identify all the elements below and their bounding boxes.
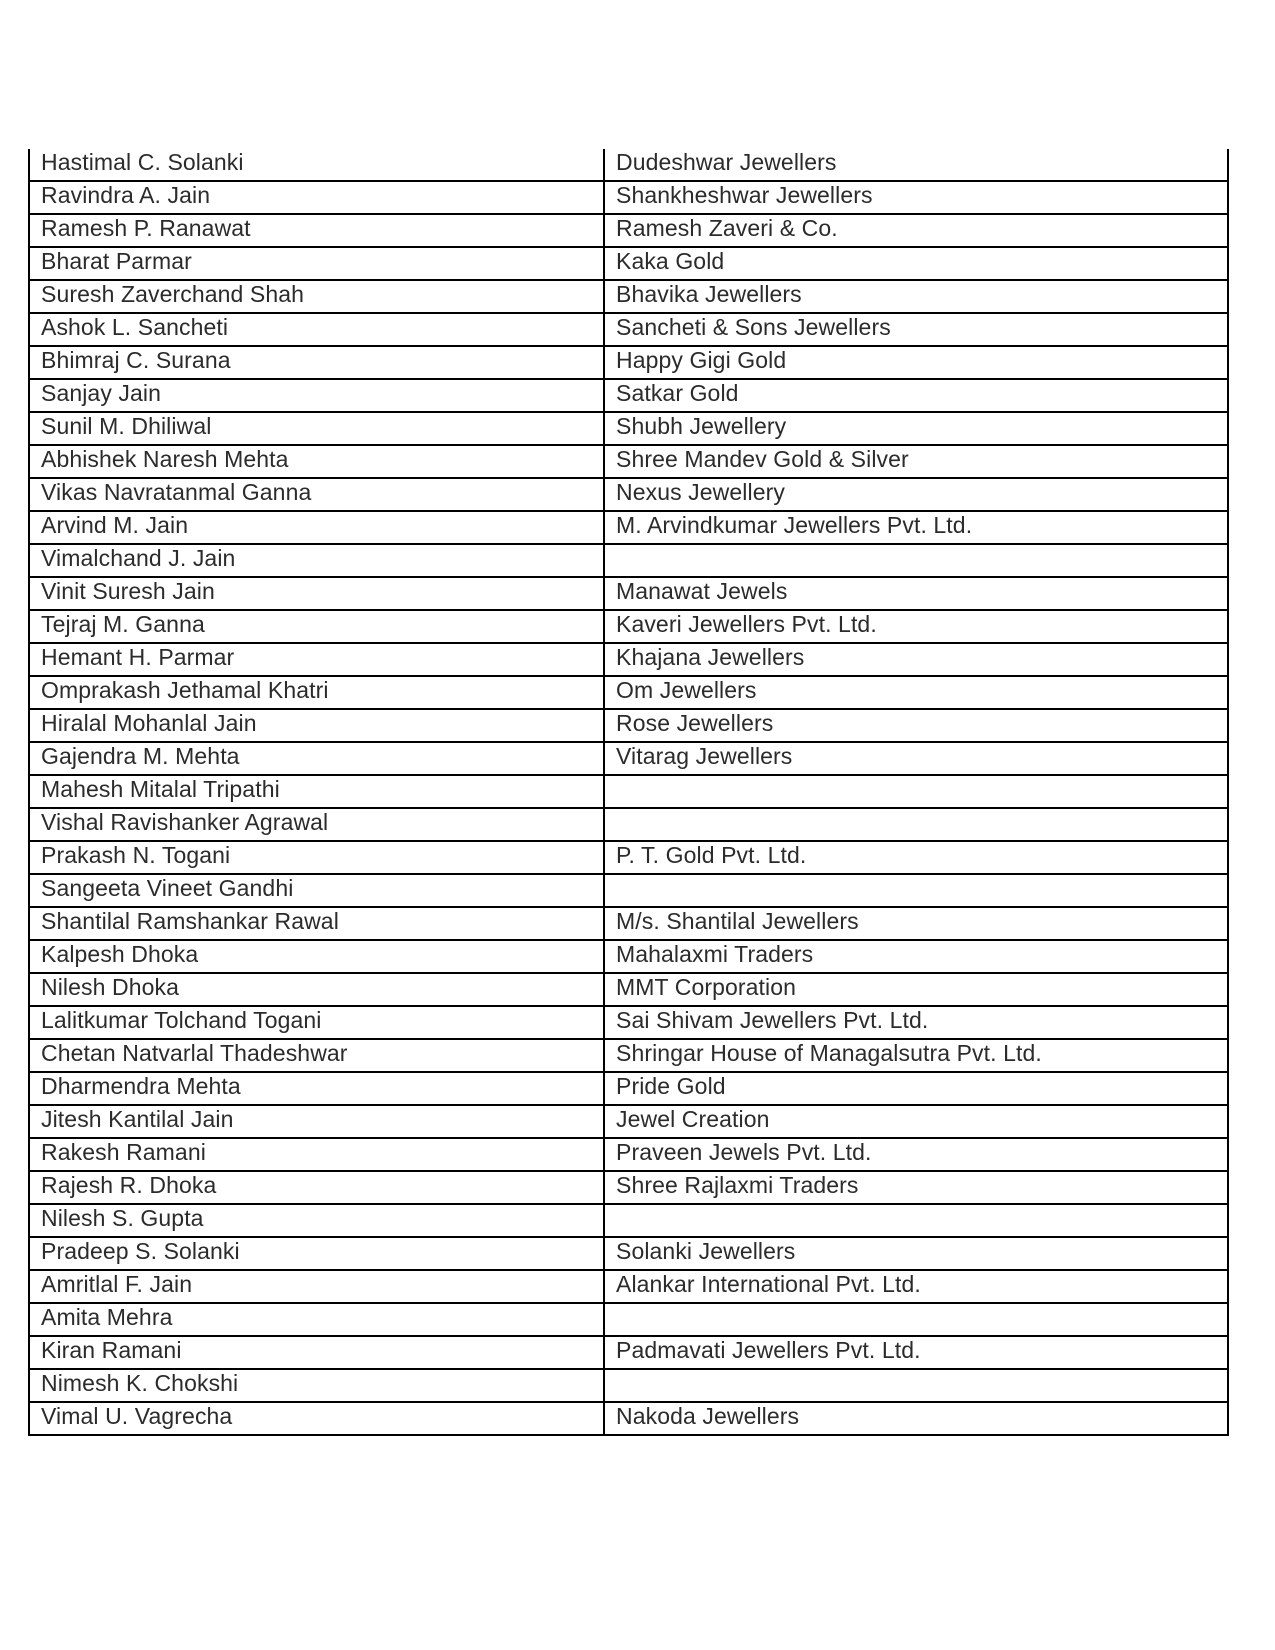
firm-cell: [604, 1237, 1228, 1270]
firm-cell: [604, 1270, 1228, 1303]
firm-cell: [604, 544, 1228, 577]
table-row: [29, 544, 1228, 577]
name-cell: [29, 610, 604, 643]
person-name: Hiralal Mohanlal Jain: [41, 710, 257, 736]
table-row: [29, 511, 1228, 544]
name-cell: [29, 841, 604, 874]
person-name: Bharat Parmar: [41, 248, 192, 274]
person-name: Amritlal F. Jain: [41, 1271, 193, 1297]
name-cell: [29, 1336, 604, 1369]
table-row: [29, 478, 1228, 511]
table-row: [29, 610, 1228, 643]
name-cell: [29, 544, 604, 577]
firm-name: Sancheti & Sons Jewellers: [616, 314, 891, 340]
firm-cell: [604, 973, 1228, 1006]
table-row: [29, 841, 1228, 874]
person-name: Abhishek Naresh Mehta: [41, 446, 289, 472]
table-row: [29, 1138, 1228, 1171]
name-cell: [29, 1303, 604, 1336]
firm-name: Nexus Jewellery: [616, 479, 785, 505]
person-name: Vinit Suresh Jain: [41, 578, 215, 604]
table-row: [29, 973, 1228, 1006]
firm-name: Satkar Gold: [616, 380, 739, 406]
firm-cell: [604, 1072, 1228, 1105]
name-cell: [29, 775, 604, 808]
table-row: [29, 149, 1228, 181]
table-body: [29, 149, 1228, 1435]
firm-name: Ramesh Zaveri & Co.: [616, 215, 838, 241]
person-name: Ashok L. Sancheti: [41, 314, 229, 340]
firm-name: M/s. Shantilal Jewellers: [616, 908, 859, 934]
firm-cell: [604, 709, 1228, 742]
firm-cell: [604, 643, 1228, 676]
table-row: [29, 709, 1228, 742]
person-name: Arvind M. Jain: [41, 512, 189, 538]
table-row: [29, 1171, 1228, 1204]
firm-cell: [604, 346, 1228, 379]
person-name: Vishal Ravishanker Agrawal: [41, 809, 329, 835]
firm-cell: [604, 1105, 1228, 1138]
firm-name: Mahalaxmi Traders: [616, 941, 814, 967]
name-cell: [29, 247, 604, 280]
name-cell: [29, 1006, 604, 1039]
name-cell: [29, 709, 604, 742]
firm-name: Padmavati Jewellers Pvt. Ltd.: [616, 1337, 921, 1363]
firm-cell: [604, 1369, 1228, 1402]
name-cell: [29, 742, 604, 775]
name-cell: [29, 643, 604, 676]
name-cell: [29, 346, 604, 379]
person-name: Omprakash Jethamal Khatri: [41, 677, 329, 703]
firm-cell: [604, 1039, 1228, 1072]
person-name: Jitesh Kantilal Jain: [41, 1106, 234, 1132]
name-cell: [29, 1270, 604, 1303]
table-row: [29, 1270, 1228, 1303]
person-name: Rakesh Ramani: [41, 1139, 206, 1165]
person-name: Ramesh P. Ranawat: [41, 215, 251, 241]
name-cell: [29, 478, 604, 511]
table-row: [29, 1006, 1228, 1039]
person-name: Hemant H. Parmar: [41, 644, 235, 670]
firm-name: P. T. Gold Pvt. Ltd.: [616, 842, 807, 868]
firm-name: Shree Mandev Gold & Silver: [616, 446, 909, 472]
table-row: [29, 742, 1228, 775]
name-cell: [29, 1105, 604, 1138]
table-row: [29, 940, 1228, 973]
name-cell: [29, 1072, 604, 1105]
name-cell: [29, 412, 604, 445]
table-row: [29, 1072, 1228, 1105]
firm-cell: [604, 610, 1228, 643]
member-firm-table: [28, 149, 1229, 1436]
name-cell: [29, 313, 604, 346]
firm-cell: [604, 313, 1228, 346]
name-cell: [29, 907, 604, 940]
firm-cell: [604, 577, 1228, 610]
table-row: [29, 247, 1228, 280]
table-row: [29, 280, 1228, 313]
person-name: Kiran Ramani: [41, 1337, 182, 1363]
firm-name: Happy Gigi Gold: [616, 347, 787, 373]
person-name: Kalpesh Dhoka: [41, 941, 199, 967]
name-cell: [29, 940, 604, 973]
table-row: [29, 577, 1228, 610]
firm-cell: [604, 181, 1228, 214]
firm-cell: [604, 478, 1228, 511]
name-cell: [29, 1138, 604, 1171]
table-row: [29, 1237, 1228, 1270]
name-cell: [29, 1039, 604, 1072]
firm-name: Alankar International Pvt. Ltd.: [616, 1271, 921, 1297]
name-cell: [29, 808, 604, 841]
person-name: Vimalchand J. Jain: [41, 545, 236, 571]
firm-cell: [604, 1006, 1228, 1039]
firm-name: Bhavika Jewellers: [616, 281, 802, 307]
firm-cell: [604, 1336, 1228, 1369]
table-row: [29, 181, 1228, 214]
firm-name: Shree Rajlaxmi Traders: [616, 1172, 859, 1198]
firm-cell: [604, 149, 1228, 181]
name-cell: [29, 874, 604, 907]
firm-cell: [604, 1204, 1228, 1237]
table-row: [29, 676, 1228, 709]
name-cell: [29, 379, 604, 412]
table-row: [29, 1336, 1228, 1369]
firm-cell: [604, 841, 1228, 874]
person-name: Bhimraj C. Surana: [41, 347, 231, 373]
firm-name: Pride Gold: [616, 1073, 726, 1099]
name-cell: [29, 973, 604, 1006]
person-name: Amita Mehra: [41, 1304, 173, 1330]
person-name: Nilesh Dhoka: [41, 974, 179, 1000]
firm-name: M. Arvindkumar Jewellers Pvt. Ltd.: [616, 512, 973, 538]
table-row: [29, 445, 1228, 478]
person-name: Suresh Zaverchand Shah: [41, 281, 305, 307]
firm-cell: [604, 940, 1228, 973]
firm-cell: [604, 1138, 1228, 1171]
person-name: Chetan Natvarlal Thadeshwar: [41, 1040, 348, 1066]
person-name: Nimesh K. Chokshi: [41, 1370, 239, 1396]
person-name: Ravindra A. Jain: [41, 182, 211, 208]
table-row: [29, 214, 1228, 247]
name-cell: [29, 445, 604, 478]
firm-name: Shankheshwar Jewellers: [616, 182, 873, 208]
firm-cell: [604, 742, 1228, 775]
name-cell: [29, 149, 604, 181]
firm-cell: [604, 247, 1228, 280]
table-row: [29, 874, 1228, 907]
table-row: [29, 313, 1228, 346]
name-cell: [29, 676, 604, 709]
person-name: Sunil M. Dhiliwal: [41, 413, 212, 439]
firm-name: Rose Jewellers: [616, 710, 774, 736]
person-name: Sangeeta Vineet Gandhi: [41, 875, 294, 901]
table-row: [29, 907, 1228, 940]
firm-name: Kaveri Jewellers Pvt. Ltd.: [616, 611, 877, 637]
person-name: Prakash N. Togani: [41, 842, 231, 868]
member-table-container: [28, 149, 1227, 1436]
person-name: Gajendra M. Mehta: [41, 743, 240, 769]
firm-cell: [604, 412, 1228, 445]
name-cell: [29, 1204, 604, 1237]
firm-name: Manawat Jewels: [616, 578, 788, 604]
table-row: [29, 346, 1228, 379]
name-cell: [29, 1237, 604, 1270]
firm-cell: [604, 280, 1228, 313]
firm-cell: [604, 1171, 1228, 1204]
firm-name: MMT Corporation: [616, 974, 797, 1000]
firm-cell: [604, 379, 1228, 412]
person-name: Vikas Navratanmal Ganna: [41, 479, 312, 505]
table-row: [29, 808, 1228, 841]
name-cell: [29, 1402, 604, 1435]
firm-cell: [604, 775, 1228, 808]
name-cell: [29, 1171, 604, 1204]
firm-cell: [604, 1402, 1228, 1435]
firm-name: Vitarag Jewellers: [616, 743, 793, 769]
person-name: Nilesh S. Gupta: [41, 1205, 204, 1231]
table-row: [29, 1303, 1228, 1336]
table-row: [29, 775, 1228, 808]
firm-cell: [604, 511, 1228, 544]
table-row: [29, 379, 1228, 412]
person-name: Vimal U. Vagrecha: [41, 1403, 233, 1429]
firm-name: Nakoda Jewellers: [616, 1403, 800, 1429]
person-name: Tejraj M. Ganna: [41, 611, 205, 637]
person-name: Rajesh R. Dhoka: [41, 1172, 217, 1198]
firm-cell: [604, 445, 1228, 478]
firm-name: Jewel Creation: [616, 1106, 770, 1132]
table-row: [29, 1105, 1228, 1138]
person-name: Pradeep S. Solanki: [41, 1238, 240, 1264]
firm-name: Shubh Jewellery: [616, 413, 787, 439]
name-cell: [29, 577, 604, 610]
firm-name: Dudeshwar Jewellers: [616, 149, 837, 175]
name-cell: [29, 1369, 604, 1402]
person-name: Sanjay Jain: [41, 380, 162, 406]
firm-cell: [604, 214, 1228, 247]
person-name: Lalitkumar Tolchand Togani: [41, 1007, 322, 1033]
firm-cell: [604, 907, 1228, 940]
name-cell: [29, 280, 604, 313]
name-cell: [29, 181, 604, 214]
firm-cell: [604, 808, 1228, 841]
person-name: Mahesh Mitalal Tripathi: [41, 776, 280, 802]
name-cell: [29, 214, 604, 247]
firm-name: Solanki Jewellers: [616, 1238, 796, 1264]
table-row: [29, 1039, 1228, 1072]
table-row: [29, 1402, 1228, 1435]
firm-cell: [604, 874, 1228, 907]
table-row: [29, 1369, 1228, 1402]
person-name: Dharmendra Mehta: [41, 1073, 241, 1099]
firm-name: Praveen Jewels Pvt. Ltd.: [616, 1139, 872, 1165]
firm-name: Shringar House of Managalsutra Pvt. Ltd.: [616, 1040, 1042, 1066]
table-row: [29, 1204, 1228, 1237]
firm-name: Khajana Jewellers: [616, 644, 805, 670]
firm-name: Om Jewellers: [616, 677, 757, 703]
name-cell: [29, 511, 604, 544]
person-name: Shantilal Ramshankar Rawal: [41, 908, 339, 934]
firm-name: Kaka Gold: [616, 248, 725, 274]
table-row: [29, 412, 1228, 445]
firm-cell: [604, 676, 1228, 709]
firm-cell: [604, 1303, 1228, 1336]
table-row: [29, 643, 1228, 676]
firm-name: Sai Shivam Jewellers Pvt. Ltd.: [616, 1007, 929, 1033]
person-name: Hastimal C. Solanki: [41, 149, 244, 175]
